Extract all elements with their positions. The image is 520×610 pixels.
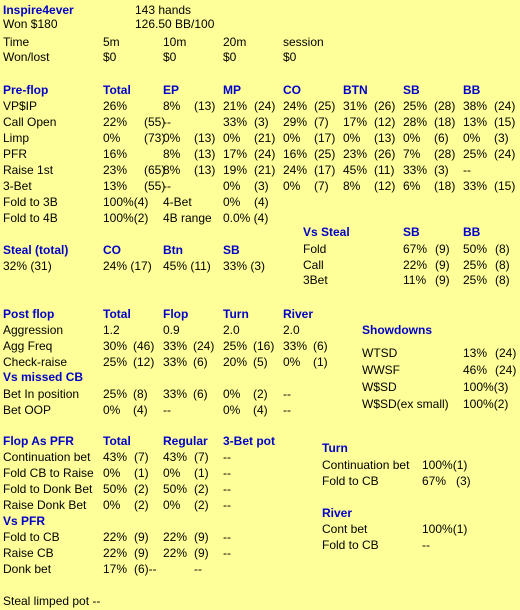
sample-count: (2) bbox=[134, 482, 149, 496]
preflop-col-header: MP bbox=[223, 83, 241, 97]
sample-count: (24) bbox=[494, 147, 516, 161]
fold-to-4b-total: 100%(2) bbox=[103, 211, 149, 225]
sample-count: (16) bbox=[253, 339, 275, 353]
stat-value: 8% bbox=[343, 179, 361, 193]
time-value: $0 bbox=[163, 50, 177, 64]
steal-col-header: SB bbox=[223, 243, 240, 257]
showdown-row-label: WWSF bbox=[362, 363, 400, 377]
stat-value: 28% bbox=[403, 115, 428, 129]
postflop-row-label: Aggression bbox=[3, 323, 64, 337]
sample-count: (5) bbox=[253, 355, 268, 369]
stat-value: 33% bbox=[163, 339, 188, 353]
sample-count: (6) bbox=[434, 131, 449, 145]
stat-value: 43% bbox=[163, 450, 188, 464]
fold-to-3b-label: Fold to 3B bbox=[3, 195, 58, 209]
sample-count: (13) bbox=[194, 163, 216, 177]
preflop-row-label: 3-Bet bbox=[3, 179, 32, 193]
stat-value: 100%(3) bbox=[463, 380, 509, 394]
river-row-label: Cont bet bbox=[322, 522, 368, 536]
vs-steal-col-header: BB bbox=[463, 225, 481, 239]
stat-value: -- bbox=[223, 466, 231, 480]
steal-total-value: 32% (31) bbox=[3, 259, 52, 273]
stat-value: 50% bbox=[103, 482, 128, 496]
sample-count: (26) bbox=[374, 99, 396, 113]
four-bet-value: 0% bbox=[223, 195, 241, 209]
stat-value: 22% bbox=[163, 546, 188, 560]
river-row-label: Fold to CB bbox=[322, 538, 379, 552]
stat-value: 0% bbox=[223, 403, 241, 417]
preflop-col-header: CO bbox=[283, 83, 301, 97]
time-col-header: 10m bbox=[163, 35, 187, 49]
turn-header: Turn bbox=[322, 441, 348, 455]
showdown-row-label: WTSD bbox=[362, 346, 398, 360]
four-bet-label: 4-Bet bbox=[163, 195, 192, 209]
sample-count: (18) bbox=[434, 115, 456, 129]
stat-value: -- bbox=[163, 115, 171, 129]
stat-value: 33% bbox=[163, 355, 188, 369]
sample-count: (2) bbox=[194, 482, 209, 496]
stat-value: 0% bbox=[223, 387, 241, 401]
stat-value: 25% bbox=[463, 273, 488, 287]
preflop-col-header: BTN bbox=[343, 83, 368, 97]
sample-count: (17) bbox=[314, 163, 336, 177]
stat-value: -- bbox=[283, 403, 291, 417]
sample-count: (13) bbox=[194, 99, 216, 113]
flop-pfr-row-label: Raise CB bbox=[3, 546, 54, 560]
turn-row-label: Continuation bet bbox=[322, 458, 410, 472]
sample-count: (25) bbox=[314, 99, 336, 113]
sample-count: (12) bbox=[374, 179, 396, 193]
stat-value: -- bbox=[163, 403, 171, 417]
sample-count: (28) bbox=[434, 147, 456, 161]
four-bet-count: (4) bbox=[254, 195, 269, 209]
preflop-col-header: BB bbox=[463, 83, 481, 97]
stat-value: 0% bbox=[163, 131, 181, 145]
postflop-col-header: Flop bbox=[163, 307, 189, 321]
sample-count: (55) bbox=[144, 179, 166, 193]
stat-value: -- bbox=[463, 163, 471, 177]
sample-count: (3) bbox=[434, 163, 449, 177]
flop-pfr-row-label: Fold CB to Raise bbox=[3, 466, 94, 480]
sample-count: (7) bbox=[314, 115, 329, 129]
fold-to-3b-total: 100%(4) bbox=[103, 195, 149, 209]
sample-count: (2) bbox=[194, 498, 209, 512]
stat-value: 0% bbox=[223, 179, 241, 193]
stat-value: -- bbox=[223, 450, 231, 464]
time-label: Time bbox=[3, 35, 30, 49]
time-col-header: session bbox=[283, 35, 324, 49]
steal-btn-value: 45% (11) bbox=[163, 259, 211, 273]
stat-value: 6% bbox=[403, 179, 421, 193]
sample-count: (12) bbox=[374, 115, 396, 129]
stat-value: 30% bbox=[103, 339, 128, 353]
flop-pfr-col-header: Regular bbox=[163, 434, 208, 448]
stat-value: 29% bbox=[283, 115, 308, 129]
steal-sb-value: 33% (3) bbox=[223, 259, 266, 273]
sample-count: (9) bbox=[435, 242, 450, 256]
stat-value: -- bbox=[163, 179, 171, 193]
flop-pfr-row-label: Raise Donk Bet bbox=[3, 498, 87, 512]
stat-value: 1.2 bbox=[103, 323, 120, 337]
stat-value: 17% bbox=[223, 147, 248, 161]
sample-count: (26) bbox=[374, 147, 396, 161]
sample-count: (8) bbox=[133, 387, 148, 401]
stat-value: 43% bbox=[103, 450, 128, 464]
stat-value: 2.0 bbox=[283, 323, 300, 337]
time-value: $0 bbox=[103, 50, 117, 64]
postflop-row-label: Check-raise bbox=[3, 355, 68, 369]
flop-pfr-header: Flop As PFR bbox=[3, 434, 74, 448]
sample-count: (3) bbox=[456, 474, 471, 488]
sample-count: (46) bbox=[133, 339, 155, 353]
stat-value: -- bbox=[223, 482, 231, 496]
sample-count: (13) bbox=[194, 131, 216, 145]
sample-count: (28) bbox=[434, 99, 456, 113]
stat-value: -- bbox=[223, 530, 231, 544]
preflop-header: Pre-flop bbox=[3, 83, 49, 97]
postflop-col-header: River bbox=[283, 307, 314, 321]
player-name: Inspire4ever bbox=[3, 3, 74, 17]
stat-value: 0% bbox=[283, 355, 301, 369]
stat-value: 0.9 bbox=[163, 323, 180, 337]
stat-value: 24% bbox=[283, 163, 308, 177]
sample-count: (6)-- bbox=[134, 562, 157, 576]
four-bet-range-value: 0.0% (4) bbox=[223, 211, 269, 225]
showdowns-header: Showdowns bbox=[362, 323, 432, 337]
preflop-row-label: Call Open bbox=[3, 115, 57, 129]
sample-count: (25) bbox=[314, 147, 336, 161]
sample-count: (9) bbox=[194, 546, 209, 560]
vs-steal-row-label: Call bbox=[303, 258, 324, 272]
flop-pfr-row-label: Fold to Donk Bet bbox=[3, 482, 93, 496]
stat-value: 8% bbox=[163, 99, 181, 113]
sample-count: (12) bbox=[133, 355, 155, 369]
missed-cb-row-label: Bet In position bbox=[3, 387, 80, 401]
stat-value: 25% bbox=[403, 99, 428, 113]
flop-pfr-row-label: Continuation bet bbox=[3, 450, 91, 464]
sample-count: (9) bbox=[134, 546, 149, 560]
stat-value: 38% bbox=[463, 99, 488, 113]
sample-count: (24) bbox=[495, 346, 517, 360]
stat-value: 33% bbox=[463, 179, 488, 193]
stat-value: 50% bbox=[463, 242, 488, 256]
stat-value: -- bbox=[223, 498, 231, 512]
sample-count: (21) bbox=[254, 131, 276, 145]
stat-value: 22% bbox=[403, 258, 428, 272]
sample-count: (2) bbox=[134, 498, 149, 512]
sample-count: (17) bbox=[314, 131, 336, 145]
stat-value: 7% bbox=[403, 147, 421, 161]
stat-value: 25% bbox=[103, 387, 128, 401]
showdown-row-label: W$SD bbox=[362, 380, 397, 394]
steal-header: Steal (total) bbox=[3, 243, 69, 257]
stat-value: 25% bbox=[463, 258, 488, 272]
stat-value: -- bbox=[422, 538, 430, 552]
stat-value: 0% bbox=[343, 131, 361, 145]
flop-pfr-row-label: Donk bet bbox=[3, 562, 52, 576]
time-value: $0 bbox=[283, 50, 297, 64]
vs-steal-header: Vs Steal bbox=[303, 225, 350, 239]
sample-count: (24) bbox=[254, 147, 276, 161]
steal-co-value: 24% (17) bbox=[103, 259, 152, 273]
stat-value: 8% bbox=[163, 147, 181, 161]
sample-count: -- bbox=[194, 562, 202, 576]
missed-cb-row-label: Bet OOP bbox=[3, 403, 52, 417]
flop-pfr-col-header: 3-Bet pot bbox=[223, 434, 275, 448]
sample-count: (6) bbox=[193, 387, 208, 401]
sample-count: (2) bbox=[253, 387, 268, 401]
sample-count: (7) bbox=[134, 450, 149, 464]
flop-pfr-col-header: Total bbox=[103, 434, 131, 448]
preflop-col-header: Total bbox=[103, 83, 131, 97]
stat-value: 33% bbox=[223, 115, 248, 129]
stat-value: 25% bbox=[103, 355, 128, 369]
sample-count: (3) bbox=[254, 115, 269, 129]
stat-value: 100%(1) bbox=[422, 458, 468, 472]
stat-value: 8% bbox=[163, 163, 181, 177]
sample-count: (21) bbox=[254, 163, 276, 177]
stat-value: 25% bbox=[463, 147, 488, 161]
stat-value: 0% bbox=[163, 498, 181, 512]
stat-value: 17% bbox=[343, 115, 368, 129]
sample-count: (15) bbox=[494, 115, 516, 129]
preflop-row-label: Raise 1st bbox=[3, 163, 54, 177]
fold-to-4b-label: Fold to 4B bbox=[3, 211, 58, 225]
sample-count: (18) bbox=[434, 179, 456, 193]
sample-count: (24) bbox=[254, 99, 276, 113]
flop-pfr-row-label: Fold to CB bbox=[3, 530, 60, 544]
sample-count: (4) bbox=[253, 403, 268, 417]
stat-value: 11% bbox=[403, 273, 427, 287]
sample-count: (8) bbox=[495, 258, 510, 272]
preflop-row-label: VP$IP bbox=[3, 99, 38, 113]
stat-value: 22% bbox=[103, 546, 128, 560]
sample-count: (9) bbox=[194, 530, 209, 544]
sample-count: (1) bbox=[313, 355, 328, 369]
stat-value: -- bbox=[223, 546, 231, 560]
vs-steal-row-label: Fold bbox=[303, 242, 327, 256]
postflop-row-label: Agg Freq bbox=[3, 339, 53, 353]
stat-value: 67% bbox=[422, 474, 447, 488]
stat-value: 33% bbox=[163, 387, 188, 401]
preflop-col-header: EP bbox=[163, 83, 180, 97]
turn-row-label: Fold to CB bbox=[322, 474, 379, 488]
stat-value: 0% bbox=[103, 131, 121, 145]
stat-value: 24% bbox=[283, 99, 308, 113]
time-value: $0 bbox=[223, 50, 237, 64]
stat-value: 0% bbox=[103, 498, 121, 512]
stat-value: 0% bbox=[163, 466, 181, 480]
vs-steal-row-label: 3Bet bbox=[303, 273, 328, 287]
four-bet-range-label: 4B range bbox=[163, 211, 212, 225]
stat-value: 0% bbox=[283, 179, 301, 193]
sample-count: (8) bbox=[495, 273, 510, 287]
stat-value: 22% bbox=[103, 115, 128, 129]
sample-count: (7) bbox=[194, 450, 209, 464]
missed-cb-header: Vs missed CB bbox=[3, 370, 84, 384]
time-col-header: 20m bbox=[223, 35, 247, 49]
stat-value: 23% bbox=[343, 147, 368, 161]
stat-value: 33% bbox=[283, 339, 308, 353]
sample-count: (8) bbox=[495, 242, 510, 256]
stat-value: 13% bbox=[463, 115, 488, 129]
wonlost-label: Won/lost bbox=[3, 50, 50, 64]
steal-limped-pot: Steal limped pot -- bbox=[3, 594, 101, 608]
stat-value: 46% bbox=[463, 363, 488, 377]
stat-value: 100%(1) bbox=[422, 522, 468, 536]
won-amount: Won $180 bbox=[3, 17, 58, 31]
vs-steal-col-header: SB bbox=[403, 225, 420, 239]
stat-value: 31% bbox=[343, 99, 368, 113]
stat-value: 25% bbox=[223, 339, 248, 353]
sample-count: (9) bbox=[134, 530, 149, 544]
stat-value: 45% bbox=[343, 163, 368, 177]
stat-value: 22% bbox=[163, 530, 188, 544]
postflop-header: Post flop bbox=[3, 307, 55, 321]
sample-count: (55) bbox=[144, 115, 166, 129]
sample-count: (24) bbox=[193, 339, 215, 353]
preflop-row-label: Limp bbox=[3, 131, 30, 145]
preflop-col-header: SB bbox=[403, 83, 420, 97]
stat-value: 22% bbox=[103, 530, 128, 544]
stat-value: 23% bbox=[103, 163, 128, 177]
postflop-col-header: Total bbox=[103, 307, 131, 321]
stat-value: 0% bbox=[103, 466, 121, 480]
stat-value: 0% bbox=[403, 131, 421, 145]
stat-value: -- bbox=[283, 387, 291, 401]
sample-count: (24) bbox=[495, 363, 517, 377]
river-header: River bbox=[322, 506, 353, 520]
stat-value: 26% bbox=[103, 99, 128, 113]
stat-value: 13% bbox=[103, 179, 128, 193]
sample-count: (24) bbox=[494, 99, 516, 113]
sample-count: (15) bbox=[494, 179, 516, 193]
stat-value: 17% bbox=[103, 562, 128, 576]
stat-value: 0% bbox=[223, 131, 241, 145]
stat-value: 0% bbox=[103, 403, 121, 417]
stat-value: 33% bbox=[403, 163, 428, 177]
sample-count: (7) bbox=[314, 179, 329, 193]
sample-count: (13) bbox=[374, 131, 396, 145]
sample-count: (11) bbox=[374, 163, 395, 177]
sample-count: (9) bbox=[435, 258, 450, 272]
bb-per-100: 126.50 BB/100 bbox=[135, 17, 215, 31]
sample-count: (6) bbox=[313, 339, 328, 353]
stat-value: 21% bbox=[223, 99, 248, 113]
stat-value: 19% bbox=[223, 163, 248, 177]
postflop-col-header: Turn bbox=[223, 307, 249, 321]
stat-value: 67% bbox=[403, 242, 428, 256]
showdown-row-label: W$SD(ex small) bbox=[362, 397, 449, 411]
stat-value: 50% bbox=[163, 482, 188, 496]
stat-value: 20% bbox=[223, 355, 248, 369]
hands-count: 143 hands bbox=[135, 3, 192, 17]
sample-count: (1) bbox=[134, 466, 149, 480]
sample-count: (65) bbox=[144, 163, 166, 177]
steal-col-header: CO bbox=[103, 243, 121, 257]
sample-count: (13) bbox=[194, 147, 216, 161]
preflop-row-label: PFR bbox=[3, 147, 27, 161]
sample-count: (73) bbox=[144, 131, 166, 145]
stat-value: 0% bbox=[283, 131, 301, 145]
steal-col-header: Btn bbox=[163, 243, 183, 257]
stat-value: 16% bbox=[103, 147, 128, 161]
stat-value: 2.0 bbox=[223, 323, 240, 337]
sample-count: (3) bbox=[494, 131, 509, 145]
stat-value: 16% bbox=[283, 147, 308, 161]
sample-count: (4) bbox=[133, 403, 148, 417]
sample-count: (3) bbox=[254, 179, 269, 193]
vs-pfr-header: Vs PFR bbox=[3, 514, 46, 528]
sample-count: (9) bbox=[435, 273, 450, 287]
sample-count: (1) bbox=[194, 466, 209, 480]
stat-value: 13% bbox=[463, 346, 488, 360]
stat-value: 100%(2) bbox=[463, 397, 509, 411]
sample-count: (6) bbox=[193, 355, 208, 369]
time-col-header: 5m bbox=[103, 35, 120, 49]
stat-value: 0% bbox=[463, 131, 481, 145]
